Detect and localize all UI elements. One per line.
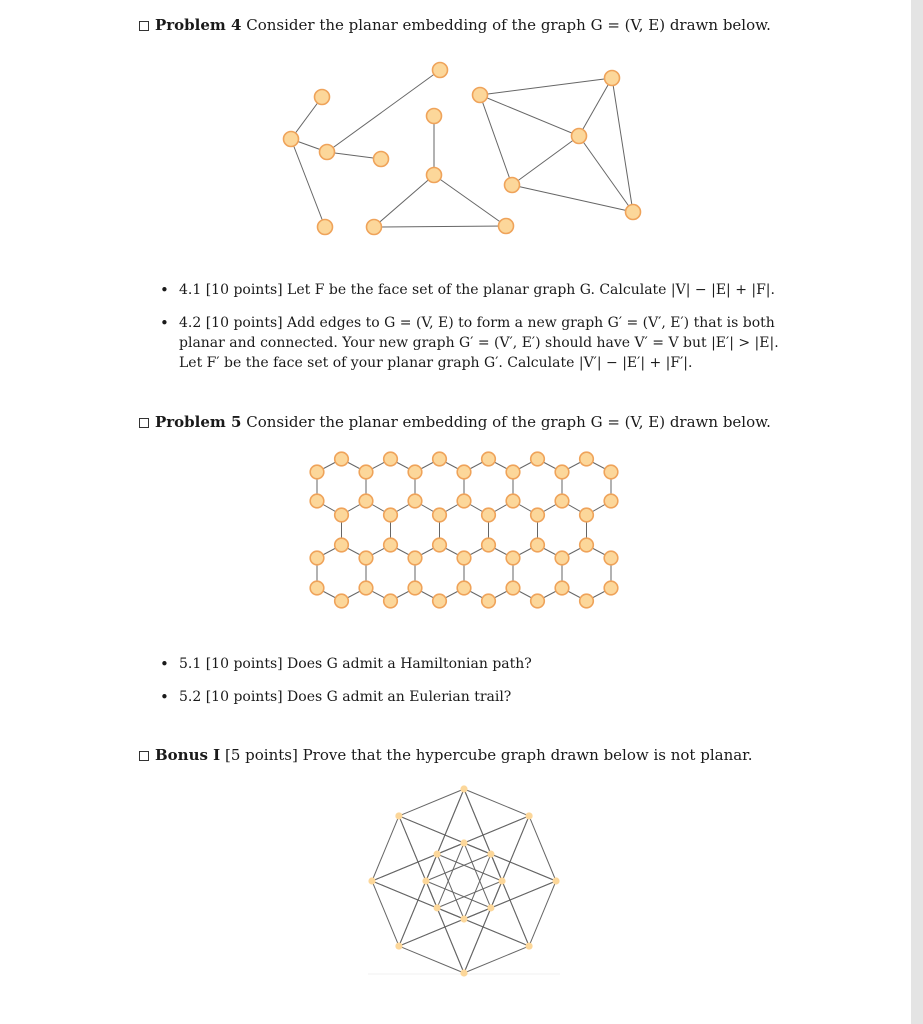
- graph-node: [460, 839, 467, 846]
- graph-node: [434, 851, 441, 858]
- question-4-1: • 4.1 [10 points] Let F be the face set of the planar graph G. Calculate |V| − |E| + |F|.: [160, 280, 800, 300]
- bonus-intro: [5 points] Prove that the hypercube graph drawn below is not planar.: [224, 746, 753, 764]
- question-4-2: • 4.2 [10 points] Add edges to G = (V, E) to form a new graph G′ = (V′, E′) that is both planar and connected. Your new graph G′ = (V′, E′) should have V′ = V but |E′| > |E|. Let F′ be the face set of your planar graph G′. Calculate |V′| − |E′| + |F′|.: [160, 313, 800, 373]
- graph-node: [487, 851, 494, 858]
- problem-4-heading: Problem 4 Consider the planar embedding of the graph G = (V, E) drawn below.: [139, 16, 771, 34]
- problem-4-intro: Consider the planar embedding of the graph G = (V, E) drawn below.: [246, 16, 771, 34]
- graph-node: [487, 904, 494, 911]
- question-5-1: • 5.1 [10 points] Does G admit a Hamiltonian path?: [160, 654, 800, 674]
- problem-5-heading: Problem 5 Consider the planar embedding of the graph G = (V, E) drawn below.: [139, 413, 771, 431]
- bonus-heading: Bonus I [5 points] Prove that the hypercube graph drawn below is not planar.: [139, 746, 752, 764]
- graph-node: [368, 877, 375, 884]
- graph-node: [552, 877, 559, 884]
- graph-node: [460, 915, 467, 922]
- graph-node: [460, 785, 467, 792]
- graph-node: [498, 877, 505, 884]
- graph-node: [460, 969, 467, 976]
- graph-node: [395, 812, 402, 819]
- graph-node: [525, 812, 532, 819]
- problem-5-intro: Consider the planar embedding of the graph G = (V, E) drawn below.: [246, 413, 771, 431]
- graph-node: [395, 942, 402, 949]
- graph-nodes: [368, 785, 559, 976]
- question-5-2: • 5.2 [10 points] Does G admit an Eulerian trail?: [160, 687, 800, 707]
- graph-node: [434, 904, 441, 911]
- graph-node: [422, 877, 429, 884]
- graph-node: [525, 942, 532, 949]
